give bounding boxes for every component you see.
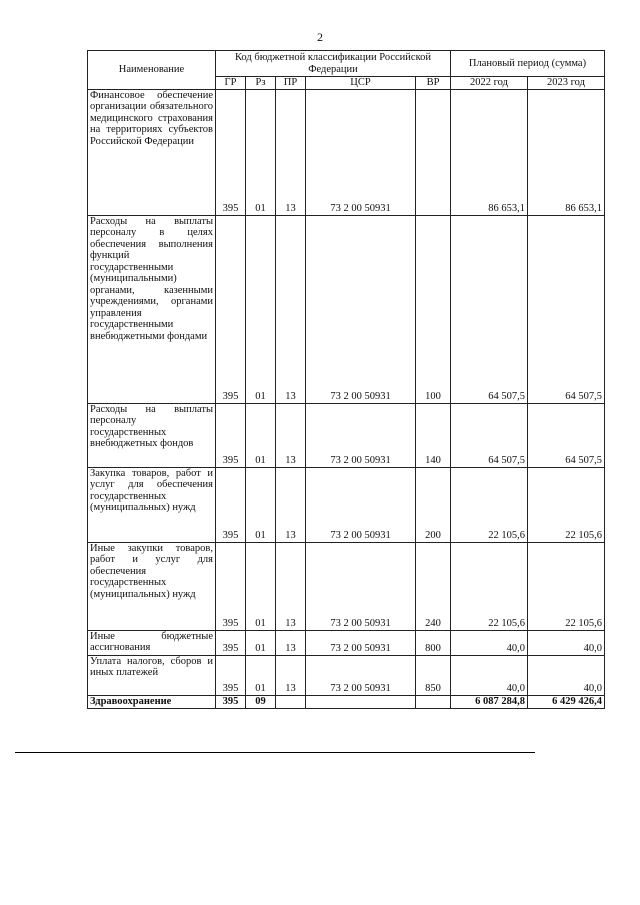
total-rz: 09 <box>246 695 276 708</box>
header-2022: 2022 год <box>451 77 528 90</box>
header-code-group: Код бюджетной классификации Российской Федерации <box>216 51 451 77</box>
row-name: Закупка товаров, работ и услуг для обеспечения государственных (муниципальных) нужд <box>88 467 216 542</box>
row-2022: 40,0 <box>451 655 528 695</box>
row-2023: 40,0 <box>528 655 605 695</box>
header-gr: ГР <box>216 77 246 90</box>
header-vr: ВР <box>416 77 451 90</box>
row-rz: 01 <box>246 403 276 467</box>
row-rz: 01 <box>246 655 276 695</box>
total-pr <box>276 695 306 708</box>
row-2022: 86 653,1 <box>451 89 528 215</box>
row-rz: 01 <box>246 542 276 630</box>
row-name: Иные бюджетные ассигнования <box>88 630 216 655</box>
total-vr <box>416 695 451 708</box>
row-2022: 64 507,5 <box>451 403 528 467</box>
header-name: Наименование <box>88 51 216 90</box>
row-vr: 800 <box>416 630 451 655</box>
row-gr: 395 <box>216 89 246 215</box>
row-2022: 64 507,5 <box>451 215 528 403</box>
row-2022: 22 105,6 <box>451 467 528 542</box>
row-name: Уплата налогов, сборов и иных платежей <box>88 655 216 695</box>
row-2022: 40,0 <box>451 630 528 655</box>
row-2023: 22 105,6 <box>528 542 605 630</box>
row-2023: 86 653,1 <box>528 89 605 215</box>
table-row <box>88 403 605 467</box>
table-row-total <box>88 695 605 708</box>
row-2022: 22 105,6 <box>451 542 528 630</box>
row-rz: 01 <box>246 89 276 215</box>
budget-table <box>87 50 605 709</box>
row-vr: 100 <box>416 215 451 403</box>
row-vr: 850 <box>416 655 451 695</box>
divider-line <box>15 752 535 753</box>
total-2023: 6 429 426,4 <box>528 695 605 708</box>
row-name: Расходы на выплаты персоналу государственных внебюджетных фондов <box>88 403 216 467</box>
row-csr: 73 2 00 50931 <box>306 542 416 630</box>
row-gr: 395 <box>216 630 246 655</box>
row-pr: 13 <box>276 89 306 215</box>
row-vr: 140 <box>416 403 451 467</box>
header-rz: Рз <box>246 77 276 90</box>
row-name: Расходы на выплаты персоналу в целях обеспечения выполнения функций государственными (муниципальными) органами, казенными учреждениями, органами управления государственными внебюджетными фондами <box>88 215 216 403</box>
row-gr: 395 <box>216 215 246 403</box>
table-row <box>88 630 605 655</box>
row-pr: 13 <box>276 215 306 403</box>
header-2023: 2023 год <box>528 77 605 90</box>
row-pr: 13 <box>276 403 306 467</box>
row-csr: 73 2 00 50931 <box>306 89 416 215</box>
header-csr: ЦСР <box>306 77 416 90</box>
row-rz: 01 <box>246 630 276 655</box>
table-row <box>88 89 605 215</box>
total-csr <box>306 695 416 708</box>
row-pr: 13 <box>276 467 306 542</box>
row-rz: 01 <box>246 467 276 542</box>
row-rz: 01 <box>246 215 276 403</box>
row-gr: 395 <box>216 403 246 467</box>
row-pr: 13 <box>276 655 306 695</box>
row-csr: 73 2 00 50931 <box>306 467 416 542</box>
row-2023: 40,0 <box>528 630 605 655</box>
row-pr: 13 <box>276 630 306 655</box>
row-vr: 200 <box>416 467 451 542</box>
row-gr: 395 <box>216 655 246 695</box>
header-pr: ПР <box>276 77 306 90</box>
row-csr: 73 2 00 50931 <box>306 403 416 467</box>
page-number: 2 <box>317 30 323 44</box>
table-row <box>88 467 605 542</box>
row-2023: 64 507,5 <box>528 215 605 403</box>
row-gr: 395 <box>216 542 246 630</box>
row-csr: 73 2 00 50931 <box>306 630 416 655</box>
row-name: Финансовое обеспечение организации обязательного медицинского страхования на территориях субъектов Российской Федерации <box>88 89 216 215</box>
total-gr: 395 <box>216 695 246 708</box>
row-name: Иные закупки товаров, работ и услуг для обеспечения государственных (муниципальных) нужд <box>88 542 216 630</box>
row-csr: 73 2 00 50931 <box>306 215 416 403</box>
row-pr: 13 <box>276 542 306 630</box>
total-2022: 6 087 284,8 <box>451 695 528 708</box>
table-row <box>88 542 605 630</box>
row-csr: 73 2 00 50931 <box>306 655 416 695</box>
row-2023: 22 105,6 <box>528 467 605 542</box>
row-2023: 64 507,5 <box>528 403 605 467</box>
header-period-group: Плановый период (сумма) <box>451 51 605 77</box>
row-vr <box>416 89 451 215</box>
row-vr: 240 <box>416 542 451 630</box>
table-row <box>88 215 605 403</box>
table-row <box>88 655 605 695</box>
row-gr: 395 <box>216 467 246 542</box>
total-name: Здравоохранение <box>88 695 216 708</box>
